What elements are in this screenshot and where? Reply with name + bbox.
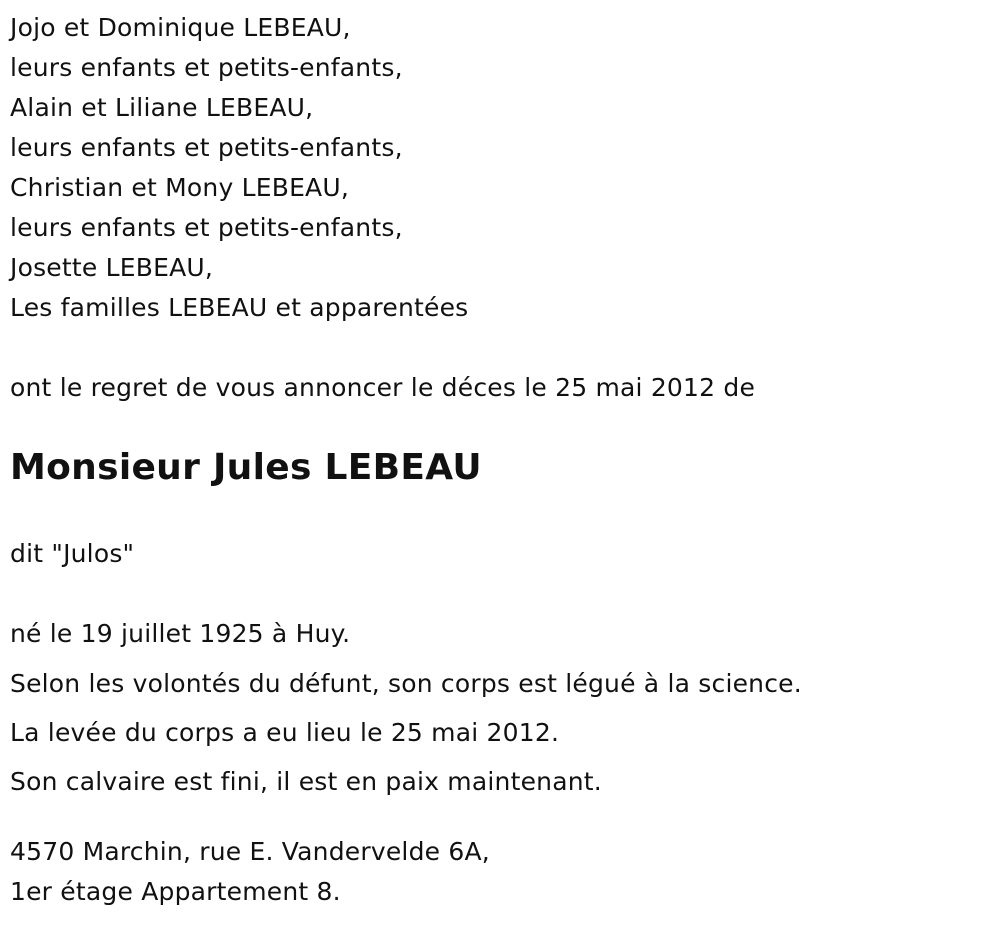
family-line: Christian et Mony LEBEAU, (10, 173, 350, 202)
address-line: 4570 Marchin, rue E. Vandervelde 6A, (10, 837, 490, 866)
family-line: leurs enfants et petits-enfants, (10, 213, 403, 242)
birth-info: né le 19 juillet 1925 à Huy. (10, 619, 351, 648)
family-line: Alain et Liliane LEBEAU, (10, 93, 314, 122)
address-line: 1er étage Appartement 8. (10, 877, 341, 906)
detail-line: La levée du corps a eu lieu le 25 mai 2012. (10, 718, 560, 747)
family-list (10, 8, 1000, 328)
announcement-text: ont le regret de vous annoncer le déces le 25 mai 2012 de (10, 373, 756, 402)
address-block (10, 832, 1000, 912)
detail-line: Son calvaire est fini, il est en paix maintenant. (10, 767, 602, 796)
family-line: Josette LEBEAU, (10, 253, 214, 282)
family-line: leurs enfants et petits-enfants, (10, 133, 403, 162)
details-block (10, 614, 1000, 806)
deceased-name: Monsieur Jules LEBEAU (10, 447, 482, 488)
detail-line: Selon les volontés du défunt, son corps est légué à la science. (10, 669, 802, 698)
family-line: Les familles LEBEAU et apparentées (10, 293, 469, 322)
family-line: Jojo et Dominique LEBEAU, (10, 13, 351, 42)
nickname-text: dit "Julos" (10, 539, 135, 568)
family-line: leurs enfants et petits-enfants, (10, 53, 403, 82)
